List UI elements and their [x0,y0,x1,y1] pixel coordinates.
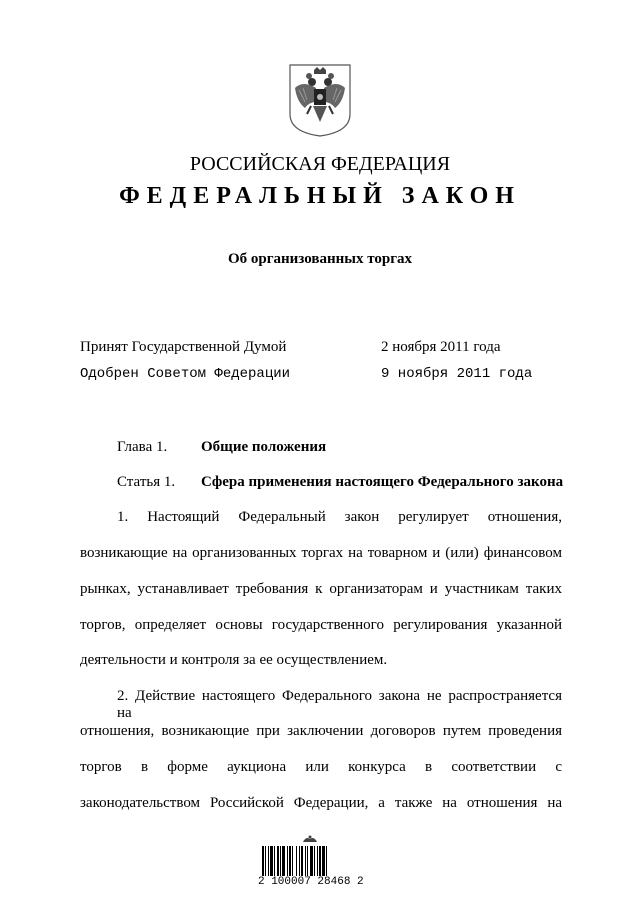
law-subject-title: Об организованных торгах [227,251,413,267]
body-line: торгов в форме аукциона или конкурса в соответствии с [80,759,562,775]
article-title: Сфера применения настоящего Федерального закона [201,474,564,490]
duma-adoption-date: 2 ноября 2011 года [381,339,501,355]
small-eagle-mark-icon [302,834,318,844]
body-line: рынках, устанавливает требования к организаторам и участникам таких [80,581,562,597]
barcode-number: 2 100007 28468 2 [258,876,364,888]
country-name: РОССИЙСКАЯ ФЕДЕРАЦИЯ [189,153,451,175]
document-type-title: ФЕДЕРАЛЬНЫЙ ЗАКОН [119,183,521,209]
body-line: законодательством Российской Федерации, а также на отношения на [80,795,562,811]
council-approval-date: 9 ноября 2011 года [381,366,533,382]
body-line: деятельности и контроля за ее осуществлением. [80,652,388,668]
body-line: отношения, возникающие при заключении договоров путем проведения [80,723,562,739]
barcode-icon [262,846,362,876]
body-line: торгов, определяет основы государственного регулирования указанной [80,617,562,633]
body-line: возникающие на организованных торгах на товарном и (или) финансовом [80,545,562,561]
council-approval-label: Одобрен Советом Федерации [80,366,291,382]
body-line: 2. Действие настоящего Федерального закона не распространяется на [117,688,562,721]
coat-of-arms-emblem-icon [287,62,353,138]
body-line: 1. Настоящий Федеральный закон регулирует отношения, [117,509,562,525]
article-label: Статья 1. [117,474,176,490]
duma-adoption-label: Принят Государственной Думой [80,339,287,355]
chapter-title: Общие положения [201,439,327,455]
chapter-label: Глава 1. [117,439,168,455]
